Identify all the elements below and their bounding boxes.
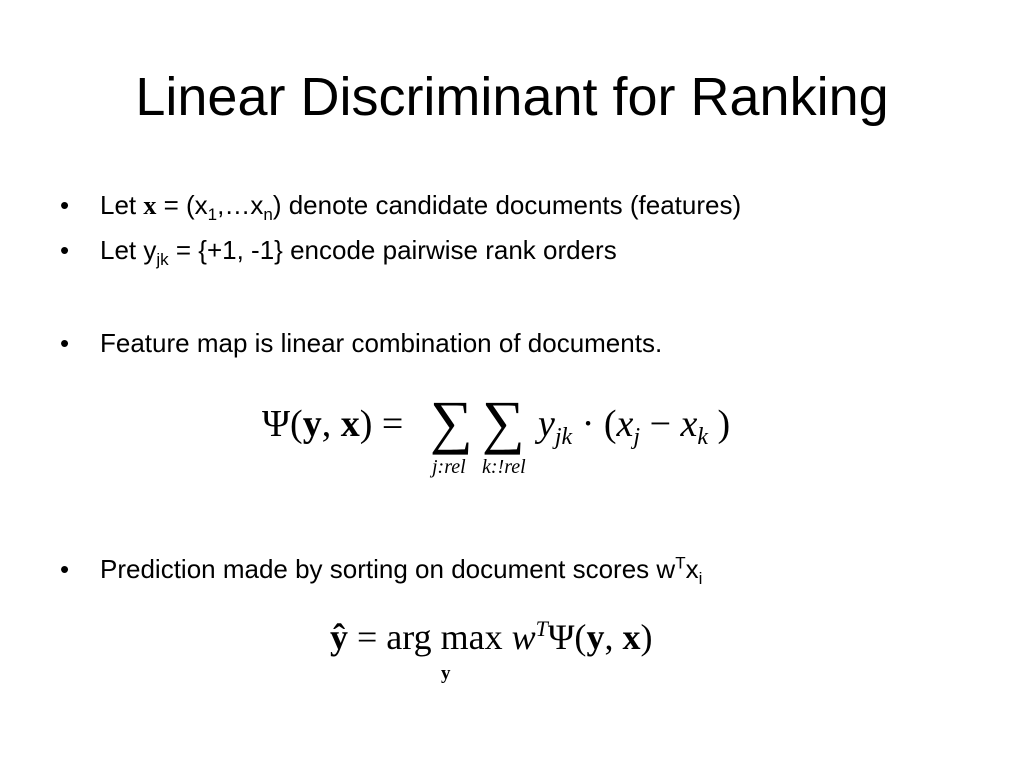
summation-2-index: k:!rel: [482, 456, 526, 478]
bullet-rank-orders: [60, 233, 617, 270]
equation-rhs: $y_{jk} \cdot (x_j - x_k$ ): [538, 403, 731, 450]
y-hat: ŷ: [330, 617, 348, 657]
bullet-text-part: Let y: [100, 235, 157, 265]
summation-1-index: j:rel: [432, 456, 466, 478]
bold-x-symbol: x: [143, 191, 157, 220]
subscript: 1: [207, 205, 218, 225]
bullet-text-part: Prediction made by sorting on document scores w: [100, 554, 676, 584]
bullet-text-part: ,…x: [217, 190, 264, 220]
bullet-documents: [60, 188, 741, 223]
bullet-marker: •: [60, 554, 70, 584]
bullet-marker: •: [60, 190, 70, 220]
subscript: i: [698, 569, 703, 589]
bullet-prediction: [60, 552, 703, 589]
bullet-text: Feature map is linear combination of documents.: [100, 328, 663, 358]
bullet-text-part: Let: [100, 190, 144, 220]
bullet-feature-map: [60, 326, 662, 360]
bullet-marker: •: [60, 235, 70, 265]
bullet-marker: •: [60, 328, 70, 358]
subscript: n: [263, 205, 273, 225]
argmax-index: y: [441, 663, 451, 684]
bullet-text-part: ) denote candidate documents (features): [272, 190, 742, 220]
bullet-text-part: = (x: [156, 190, 208, 220]
summation-sign-1: ∑: [430, 389, 473, 455]
bullet-text-part: x: [685, 554, 699, 584]
summation-sign-2: ∑: [482, 389, 525, 455]
slide-title: Linear Discriminant for Ranking: [135, 67, 889, 127]
superscript: T: [675, 553, 686, 573]
bullet-text-part: = {+1, -1} encode pairwise rank orders: [168, 235, 617, 265]
equation-lhs: Ψ(y, x) =: [262, 403, 404, 445]
subscript: jk: [156, 250, 169, 270]
prediction-equation: ŷ = arg $\max w^T\Psi(y$, x): [330, 616, 653, 657]
